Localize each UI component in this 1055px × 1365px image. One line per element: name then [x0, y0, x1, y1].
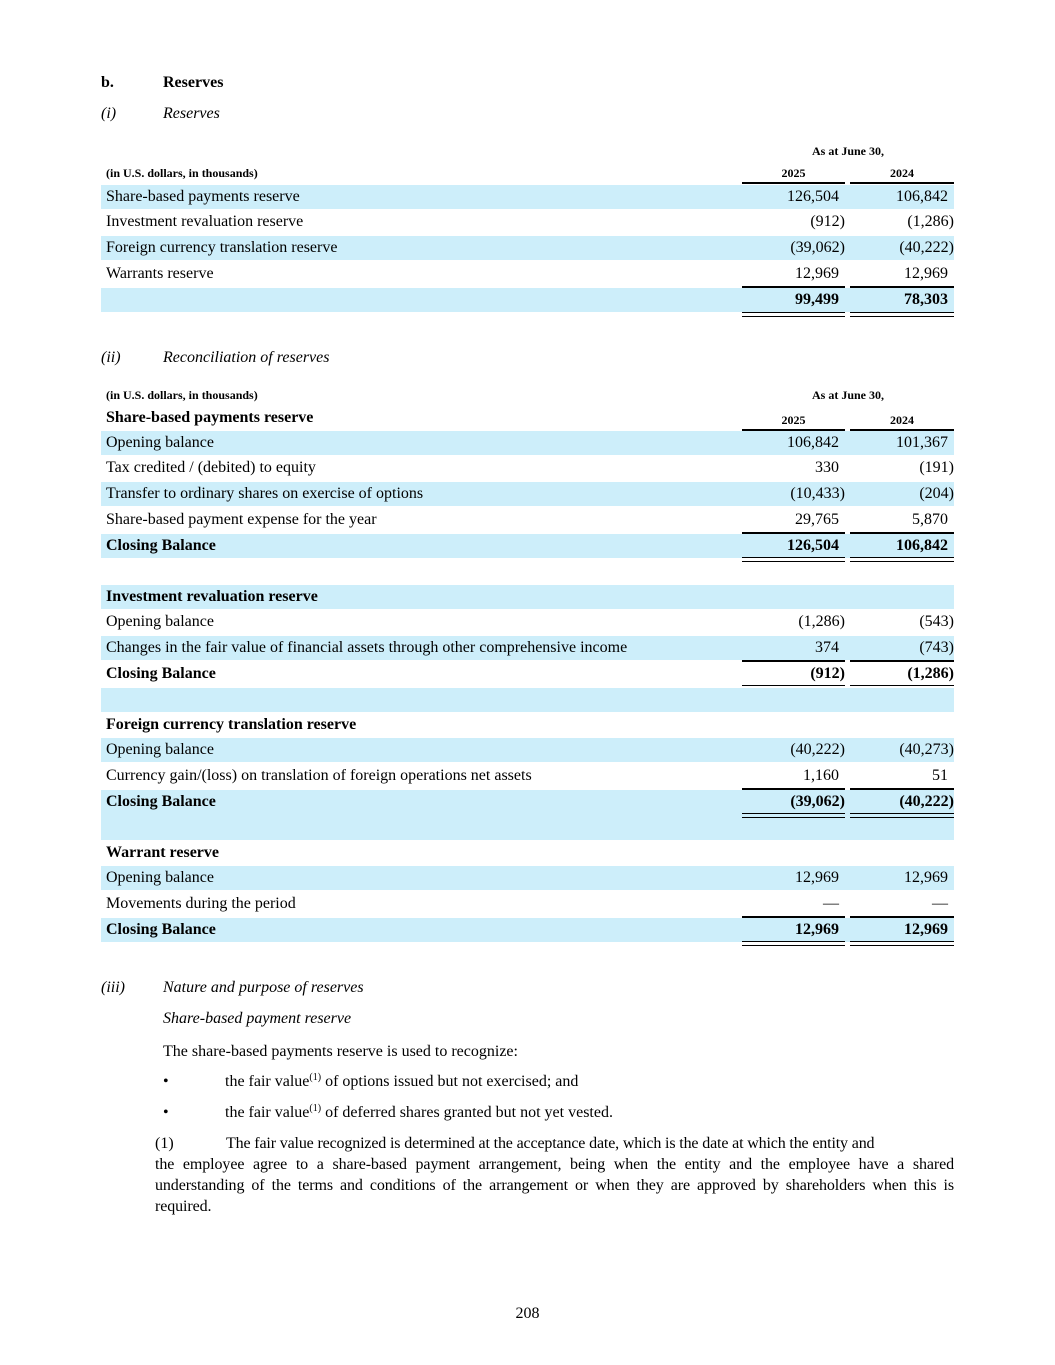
footnote-number: (1): [155, 1135, 174, 1152]
row-label: Tax credited / (debited) to equity: [106, 459, 316, 476]
closing-balance-row: [101, 918, 954, 942]
total-double-rule: [850, 557, 954, 562]
table-row: [101, 892, 954, 916]
value-2025: (1,286): [798, 613, 845, 630]
value-2024: 12,969: [904, 265, 948, 282]
bullet-item: [225, 1071, 578, 1092]
row-label: Opening balance: [106, 434, 214, 451]
table-row: [101, 636, 954, 660]
bullet-text: the fair value: [225, 1104, 310, 1121]
total-double-rule: [742, 557, 845, 562]
row-label: Opening balance: [106, 613, 214, 630]
bullet-text: of options issued but not exercised; and: [321, 1073, 579, 1090]
row-label: Warrants reserve: [106, 265, 214, 282]
section-title: Reserves: [163, 74, 224, 91]
table-row: [101, 236, 954, 260]
table-row: [101, 456, 954, 480]
value-2025: 330: [815, 459, 839, 476]
total-double-rule: [742, 312, 845, 317]
value-2024: (40,222): [899, 239, 954, 256]
closing-2025: 12,969: [795, 921, 839, 938]
period-header: As at June 30,: [811, 388, 884, 402]
closing-2024: (40,222): [899, 793, 954, 810]
value-2025: (39,062): [790, 239, 845, 256]
intro-text: The share-based payments reserve is used to recognize:: [163, 1043, 518, 1060]
bullet-glyph: •: [163, 1104, 169, 1121]
total-double-rule: [742, 941, 845, 946]
column-header-2025: 2025: [781, 166, 806, 180]
row-label: Closing Balance: [106, 921, 216, 938]
value-2025: 1,160: [803, 767, 839, 784]
footnote-first-line: The fair value recognized is determined at the acceptance date, which is the date at which the entity and: [226, 1135, 875, 1152]
closing-2025: (39,062): [790, 793, 845, 810]
closing-2024: (1,286): [907, 665, 954, 682]
value-2025: (40,222): [790, 741, 845, 758]
row-label: Closing Balance: [106, 793, 216, 810]
footnote-text: the employee agree to a share-based payment arrangement, being when the entity and the employee have a shared understanding of the terms and conditions of the arrangement or when they are approved by shareholders when this is required.: [155, 1156, 954, 1215]
value-2024: (40,273): [899, 741, 954, 758]
period-header: As at June 30,: [811, 144, 884, 158]
value-2024: (543): [919, 613, 954, 630]
table-row: [101, 185, 954, 209]
value-2024: 12,969: [904, 869, 948, 886]
table-row: [101, 610, 954, 634]
value-2025: 106,842: [787, 434, 839, 451]
row-label: Opening balance: [106, 741, 214, 758]
table-row: [101, 262, 954, 286]
closing-balance-row: [101, 662, 954, 686]
table-row: [101, 508, 954, 532]
footnote-ref: (1): [309, 1072, 322, 1083]
row-label: Foreign currency translation reserve: [106, 239, 338, 256]
units-label: (in U.S. dollars, in thousands): [106, 388, 258, 402]
bullet-item: [225, 1102, 613, 1123]
row-label: Opening balance: [106, 869, 214, 886]
value-2025: 126,504: [787, 188, 839, 205]
total-double-rule: [742, 813, 845, 818]
page-number: 208: [515, 1305, 540, 1322]
value-2025: (912): [810, 213, 845, 230]
row-label: Movements during the period: [106, 895, 296, 912]
table-row: [101, 431, 954, 455]
value-2025: 374: [815, 639, 839, 656]
part-iii-subtitle: Share-based payment reserve: [163, 1010, 352, 1027]
header-rule: [850, 182, 954, 184]
part-i-number: (i): [101, 105, 117, 122]
value-2024: 106,842: [896, 188, 948, 205]
part-iii-title: Nature and purpose of reserves: [163, 979, 364, 996]
row-label: Changes in the fair value of financial assets through other comprehensive income: [106, 639, 628, 656]
table-row: [101, 866, 954, 890]
value-2025: (10,433): [790, 485, 845, 502]
closing-2024: 106,842: [896, 537, 948, 554]
part-iii-number: (iii): [101, 979, 125, 996]
row-label: Transfer to ordinary shares on exercise of options: [106, 485, 424, 502]
bullet-text: of deferred shares granted but not yet vested.: [321, 1104, 613, 1121]
table-row: [101, 764, 954, 788]
group-title-share-based: Share-based payments reserve: [106, 409, 314, 426]
row-label: Share-based payment expense for the year: [106, 511, 377, 528]
row-label: Investment revaluation reserve: [106, 213, 304, 230]
value-2024: 101,367: [896, 434, 948, 451]
bullet-text: the fair value: [225, 1073, 310, 1090]
group-header-row: [101, 713, 954, 737]
group-header-row: [101, 841, 954, 865]
group-title-foreign-currency: Foreign currency translation reserve: [106, 716, 357, 733]
value-2024: 51: [932, 767, 948, 784]
footnote-ref: (1): [309, 1103, 322, 1114]
total-row: [101, 288, 954, 312]
bullet-glyph: •: [163, 1073, 169, 1090]
table-row: [101, 210, 954, 234]
total-double-rule: [850, 312, 954, 317]
closing-2025: 126,504: [787, 537, 839, 554]
header-rule: [742, 182, 845, 184]
total-double-rule: [850, 813, 954, 818]
table-row: [101, 482, 954, 506]
column-header-2024: 2024: [890, 166, 914, 180]
spacer-row: [101, 688, 954, 712]
total-2024: 78,303: [904, 291, 948, 308]
value-2024: (204): [919, 485, 954, 502]
closing-2024: 12,969: [904, 921, 948, 938]
group-title-warrant: Warrant reserve: [106, 844, 219, 861]
value-2024: (191): [919, 459, 954, 476]
group-title-investment: Investment revaluation reserve: [106, 588, 318, 605]
column-header-2024: 2024: [890, 413, 914, 427]
row-label: Closing Balance: [106, 537, 216, 554]
group-header-row: [101, 585, 954, 609]
closing-balance-row: [101, 534, 954, 558]
part-ii-title: Reconciliation of reserves: [163, 349, 330, 366]
total-double-rule: [850, 941, 954, 946]
value-2024: 5,870: [912, 511, 948, 528]
value-2024: (743): [919, 639, 954, 656]
row-label: Currency gain/(loss) on translation of foreign operations net assets: [106, 767, 532, 784]
part-ii-number: (ii): [101, 349, 121, 366]
value-2024: (1,286): [907, 213, 954, 230]
row-label: Closing Balance: [106, 665, 216, 682]
section-letter: b.: [101, 74, 114, 91]
units-label: (in U.S. dollars, in thousands): [106, 166, 258, 180]
value-2025: 12,969: [795, 869, 839, 886]
table-row: [101, 738, 954, 762]
column-header-2025: 2025: [781, 413, 806, 427]
row-label: Share-based payments reserve: [106, 188, 300, 205]
value-2025: 12,969: [795, 265, 839, 282]
value-2024: —: [932, 895, 948, 912]
closing-2025: (912): [810, 665, 845, 682]
part-i-title: Reserves: [163, 105, 220, 122]
value-2025: 29,765: [795, 511, 839, 528]
value-2025: —: [823, 895, 839, 912]
total-2025: 99,499: [795, 291, 839, 308]
